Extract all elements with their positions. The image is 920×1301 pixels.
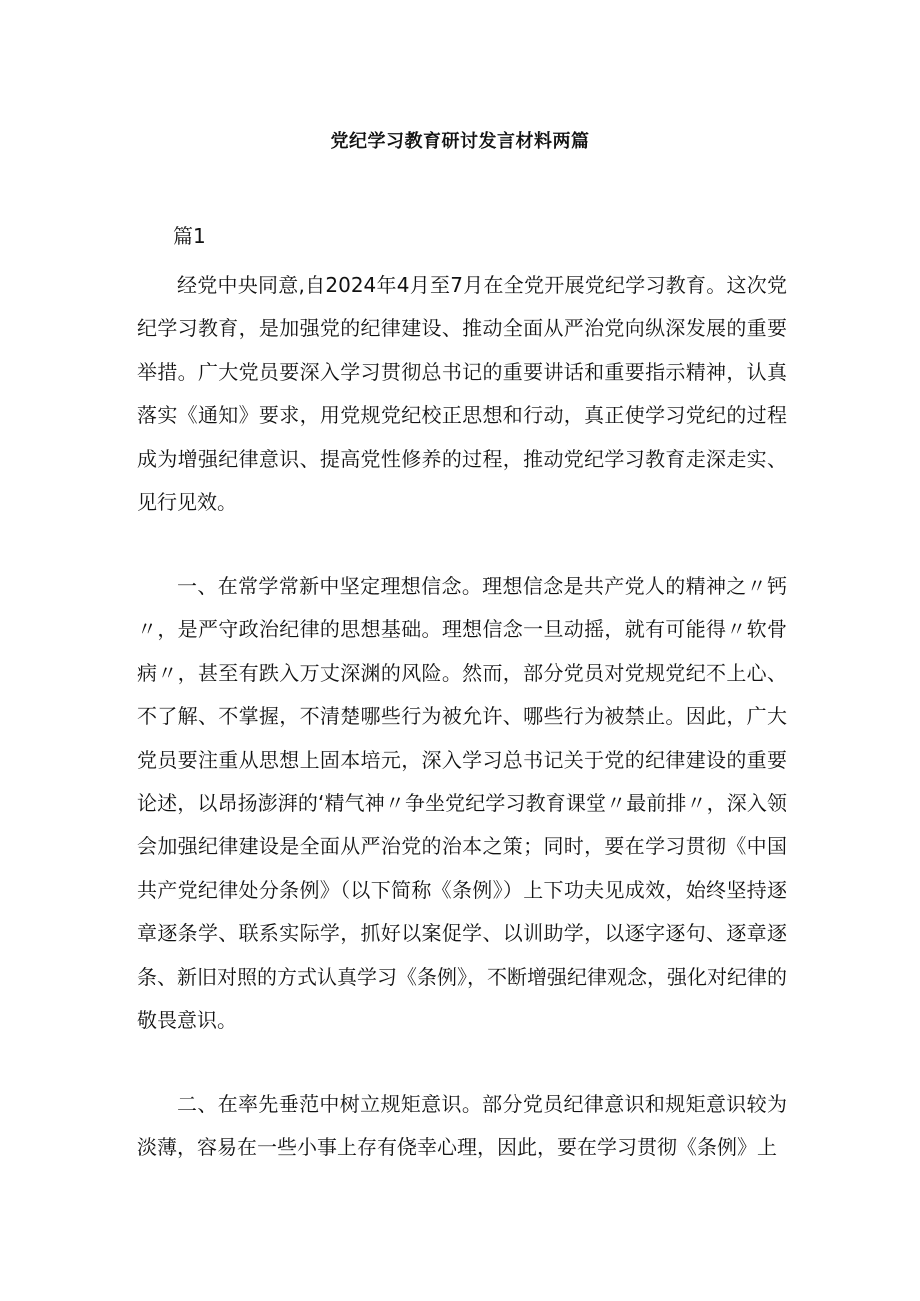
paragraph-intro: 经党中央同意,自2024年4月至7月在全党开展党纪学习教育。这次党纪学习教育，是加强党的纪律建设、推动全面从严治党向纵深发展的重要举措。广大党员要深入学习贯彻总书记的重要讲话和重要指示精神，认真落实《通知》要求，用党规党纪校正思想和行动，真正使学习党纪的过程成为增强纪律意识、提高党性修养的过程，推动党纪学习教育走深走实、见行见效。 — [137, 273, 787, 515]
paragraph-point-two: 二、在率先垂范中树立规矩意识。部分党员纪律意识和规矩意识较为淡薄，容易在一些小事上存有侥幸心理，因此，要在学习贯彻《条例》上 — [137, 1092, 787, 1160]
document-title: 党纪学习教育研讨发言材料两篇 — [330, 131, 590, 152]
section-label: 篇1 — [173, 224, 206, 248]
paragraph-point-one: 一、在常学常新中坚定理想信念。理想信念是共产党人的精神之〃钙〃，是严守政治纪律的思想基础。理想信念一旦动摇，就有可能得〃软骨病〃，甚至有跌入万丈深渊的风险。然而，部分党员对党规党纪不上心、不了解、不掌握，不清楚哪些行为被允许、哪些行为被禁止。因此，广大党员要注重从思想上固本培元，深入学习总书记关于党的纪律建设的重要论述，以昂扬澎湃的‘精气神〃争坐党纪学习教育课堂〃最前排〃，深入领会加强纪律建设是全面从严治党的治本之策；同时，要在学习贯彻《中国共产党纪律处分条例》（以下简称《条例》）上下功夫见成效，始终坚持逐章逐条学、联系实际学，抓好以案促学、以训助学，以逐字逐句、逐章逐条、新旧对照的方式认真学习《条例》，不断增强纪律观念，强化对纪律的敬畏意识。 — [137, 574, 787, 1033]
